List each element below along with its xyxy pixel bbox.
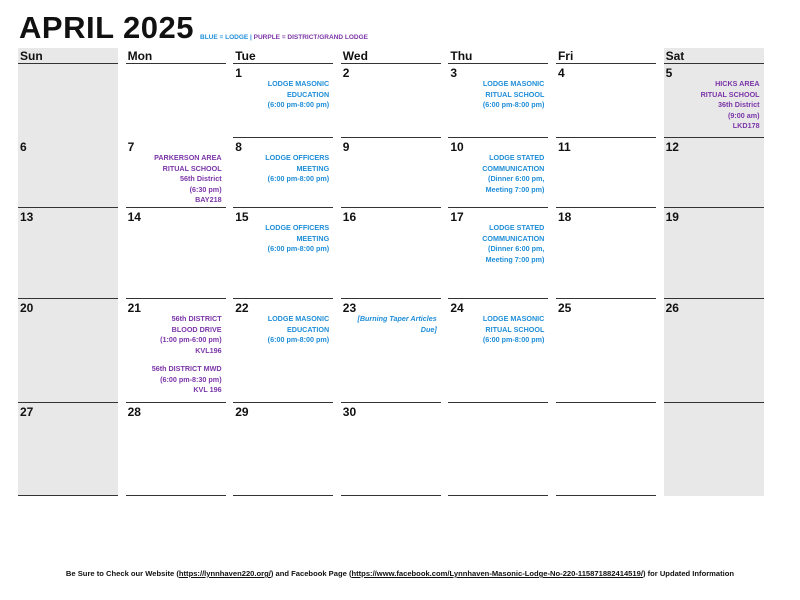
calendar-event[interactable] [450, 153, 546, 195]
day-cell-13[interactable] [18, 208, 118, 299]
weekday-header-fri: Fri [556, 48, 656, 64]
day-cell-27[interactable] [18, 403, 118, 496]
day-number: 17 [450, 210, 464, 224]
calendar-event[interactable] [235, 79, 331, 111]
event-line: 56th DISTRICT MWD [151, 364, 222, 373]
weekday-header-thu: Thu [448, 48, 548, 64]
day-cell-14[interactable] [126, 208, 226, 299]
day-number: 10 [450, 140, 464, 154]
day-number: 30 [342, 405, 357, 419]
day-cell-2[interactable] [341, 64, 441, 138]
event-line: LODGE MASONIC [482, 79, 545, 88]
day-cell-18[interactable] [556, 208, 656, 299]
day-number: 9 [342, 140, 350, 154]
calendar-event[interactable] [450, 223, 546, 265]
weekday-header-wed: Wed [341, 48, 441, 64]
day-cell-5[interactable] [664, 64, 764, 138]
footer-text: ) for Updated Information [642, 569, 735, 578]
footer-text: Be Sure to Check our Website ( [65, 569, 179, 578]
event-line: RITUAL SCHOOL [700, 89, 760, 99]
empty-day-cell [448, 403, 548, 496]
weekday-header-sat: Sat [664, 48, 764, 64]
day-number: 26 [665, 301, 679, 315]
day-number: 23 [342, 301, 357, 315]
event-line: (6:00 pm-8:00 pm) [482, 100, 545, 109]
event-line: (6:00 pm-8:00 pm) [267, 335, 330, 344]
day-number: 11 [557, 140, 571, 154]
event-line: COMMUNICATION [482, 163, 545, 173]
event-line: (9:00 am) [728, 110, 760, 120]
event-line: Due] [420, 324, 437, 334]
day-number: 2 [342, 66, 350, 80]
event-line: RITUAL SCHOOL [162, 163, 222, 173]
calendar-event[interactable] [235, 153, 331, 185]
day-cell-16[interactable] [341, 208, 441, 299]
legend-separator: | [248, 34, 254, 41]
day-number: 12 [665, 140, 679, 154]
day-number: 14 [127, 210, 141, 224]
day-number: 6 [20, 140, 27, 154]
event-line: Meeting 7:00 pm) [485, 184, 545, 194]
calendar-event[interactable] [666, 79, 762, 132]
empty-day-cell [664, 403, 764, 496]
day-number: 1 [235, 66, 242, 80]
day-number: 27 [20, 405, 34, 419]
event-line: 36th District [718, 100, 760, 109]
day-number: 18 [557, 210, 572, 224]
event-line: PARKERSON AREA [154, 153, 222, 162]
page-title: APRIL 2025 [19, 10, 195, 45]
day-cell-21[interactable] [126, 299, 226, 403]
day-number: 5 [665, 66, 673, 80]
day-number: 20 [20, 301, 34, 315]
day-number: 4 [557, 66, 565, 80]
day-number: 7 [127, 140, 135, 154]
calendar-event[interactable] [128, 364, 224, 396]
event-line: (1:00 pm-6:00 pm) [160, 335, 222, 344]
day-cell-28[interactable] [126, 403, 226, 496]
event-line: 56th District [180, 174, 222, 183]
day-cell-25[interactable] [556, 299, 656, 403]
color-legend [200, 34, 368, 41]
event-line: 56th DISTRICT [171, 314, 222, 323]
event-line: LODGE MASONIC [267, 314, 330, 323]
calendar-event[interactable] [343, 314, 439, 335]
event-line: MEETING [296, 163, 330, 173]
day-cell-3[interactable] [448, 64, 548, 138]
day-cell-9[interactable] [341, 138, 441, 208]
day-number: 24 [450, 301, 464, 315]
event-line: LODGE STATED [489, 153, 545, 162]
empty-day-cell [126, 64, 226, 138]
event-line: (6:00 pm-8:00 pm) [267, 174, 330, 183]
day-cell-19[interactable] [664, 208, 764, 299]
day-cell-30[interactable] [341, 403, 441, 496]
event-line: KVL196 [195, 345, 222, 355]
day-number: 3 [450, 66, 458, 80]
calendar-event[interactable] [450, 314, 546, 346]
day-number: 15 [235, 210, 249, 224]
event-line: BAY218 [195, 195, 222, 204]
day-cell-6[interactable] [18, 138, 118, 208]
calendar-event[interactable] [235, 314, 331, 346]
event-line: RITUAL SCHOOL [485, 89, 545, 99]
event-line: BLOOD DRIVE [171, 324, 222, 334]
day-number: 28 [127, 405, 141, 419]
event-line: (Dinner 6:00 pm, [488, 244, 545, 253]
event-line: EDUCATION [286, 324, 330, 334]
day-cell-17[interactable] [448, 208, 548, 299]
day-cell-15[interactable] [233, 208, 333, 299]
day-cell-20[interactable] [18, 299, 118, 403]
empty-day-cell [18, 64, 118, 138]
event-line: (6:30 pm) [189, 184, 222, 194]
weekday-header-tue: Tue [233, 48, 333, 64]
event-line: LODGE MASONIC [267, 79, 330, 88]
day-number: 21 [127, 301, 141, 315]
day-cell-1[interactable] [233, 64, 333, 138]
day-cell-29[interactable] [233, 403, 333, 496]
event-line: LODGE OFFICERS [265, 223, 330, 232]
day-number: 8 [235, 140, 242, 154]
day-cell-8[interactable] [233, 138, 333, 208]
calendar-event[interactable] [128, 314, 224, 356]
legend-district: PURPLE = DISTRICT/GRAND LODGE [253, 34, 368, 41]
event-line: (6:00 pm-8:00 pm) [267, 100, 330, 109]
day-number: 29 [235, 405, 249, 419]
empty-day-cell [556, 403, 656, 496]
day-number: 13 [20, 210, 34, 224]
footer-text: ) and Facebook Page ( [270, 569, 352, 578]
event-line: EDUCATION [286, 89, 330, 99]
weekday-header-sun: Sun [18, 48, 118, 64]
day-number: 25 [557, 301, 572, 315]
event-line: LODGE OFFICERS [265, 153, 330, 162]
calendar-grid [18, 48, 764, 496]
day-cell-24[interactable] [448, 299, 548, 403]
day-cell-10[interactable] [448, 138, 548, 208]
day-cell-23[interactable] [341, 299, 441, 403]
weekday-header-mon: Mon [126, 48, 226, 64]
facebook-link[interactable]: https://www.facebook.com/Lynnhaven-Masonic-Lodge-No-220-115871882414519/ [351, 569, 643, 578]
event-line: HICKS AREA [715, 79, 760, 88]
calendar-event[interactable] [235, 223, 331, 255]
event-line: (Dinner 6:00 pm, [488, 174, 545, 183]
event-line: Meeting 7:00 pm) [485, 254, 545, 264]
event-line: KVL 196 [193, 385, 222, 394]
event-line: LODGE MASONIC [482, 314, 545, 323]
website-link[interactable]: https://lynnhaven220.org/ [178, 569, 271, 578]
day-cell-12[interactable] [664, 138, 764, 208]
day-cell-26[interactable] [664, 299, 764, 403]
calendar-event[interactable] [128, 153, 224, 206]
day-cell-22[interactable] [233, 299, 333, 403]
event-line: (6:00 pm-8:30 pm) [160, 374, 222, 384]
calendar-event[interactable] [450, 79, 546, 111]
footer-note [0, 569, 800, 578]
day-number: 19 [665, 210, 679, 224]
event-line: MEETING [296, 233, 330, 243]
day-number: 16 [342, 210, 357, 224]
event-line: (6:00 pm-8:00 pm) [267, 244, 330, 253]
day-cell-7[interactable] [126, 138, 226, 208]
day-cell-4[interactable] [556, 64, 656, 138]
legend-lodge: BLUE = LODGE [200, 34, 249, 41]
event-line: RITUAL SCHOOL [485, 324, 545, 334]
event-line: (6:00 pm-8:00 pm) [482, 335, 545, 344]
day-cell-11[interactable] [556, 138, 656, 208]
event-line: LODGE STATED [489, 223, 545, 232]
event-line: [Burning Taper Articles [357, 314, 437, 323]
event-line: COMMUNICATION [482, 233, 545, 243]
event-line: LKD178 [732, 121, 760, 130]
day-number: 22 [235, 301, 249, 315]
